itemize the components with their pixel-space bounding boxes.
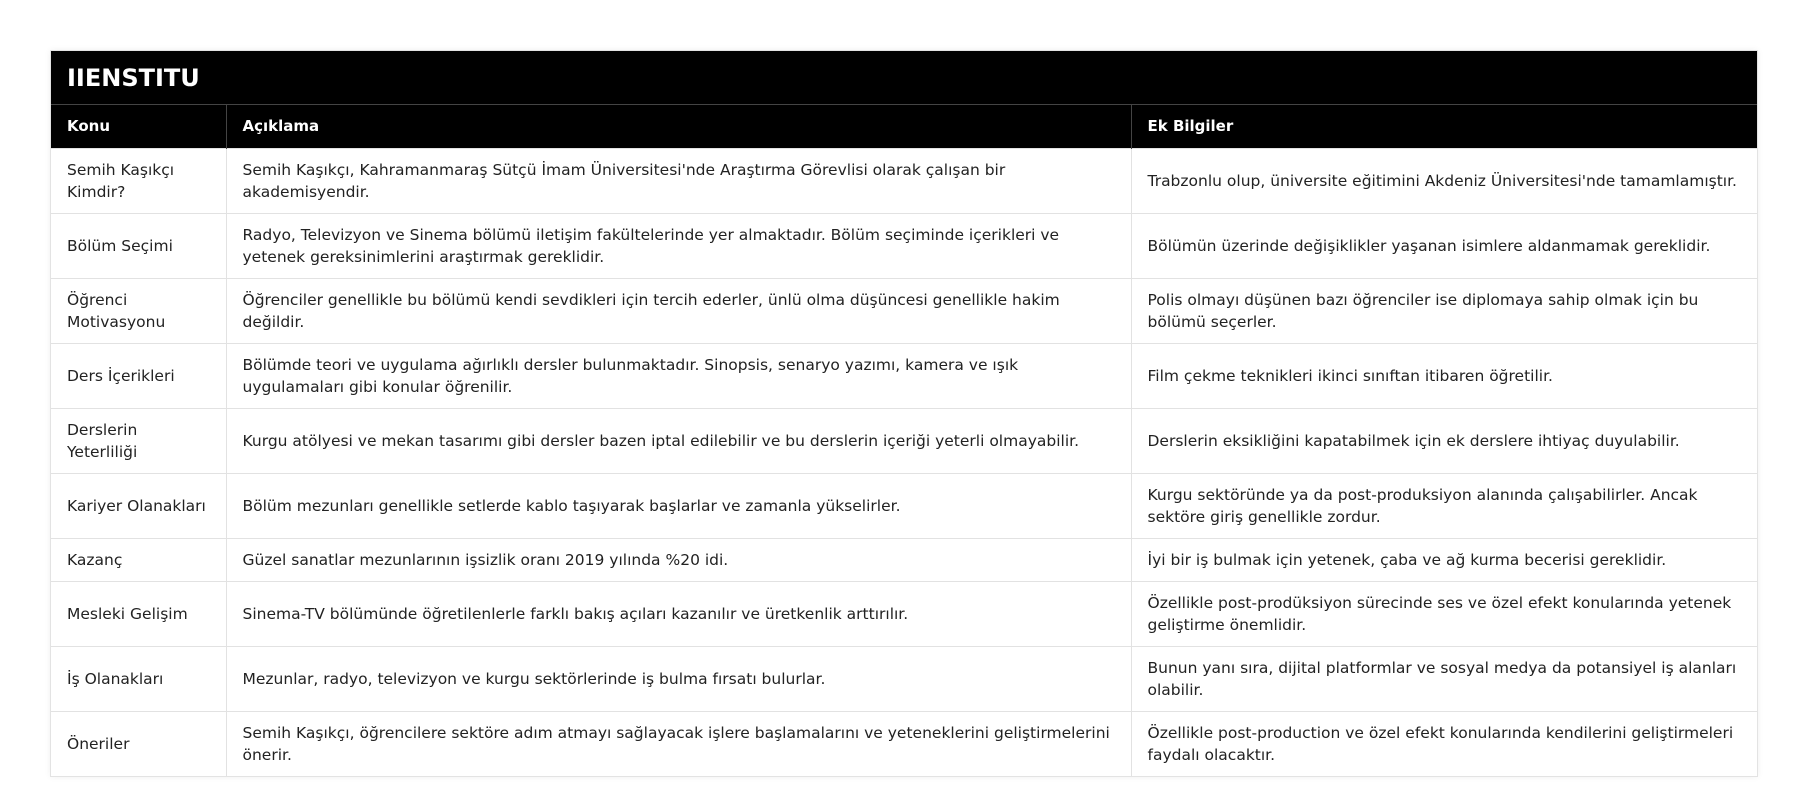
table-row <box>51 213 1757 278</box>
cell-topic: Öneriler <box>51 711 226 776</box>
cell-extra: Trabzonlu olup, üniversite eğitimini Akdeniz Üniversitesi'nde tamamlamıştır. <box>1131 148 1757 213</box>
table-header-row <box>51 105 1757 148</box>
cell-description: Öğrenciler genellikle bu bölümü kendi sevdikleri için tercih ederler, ünlü olma düşüncesi genellikle hakim değildir. <box>226 278 1131 343</box>
cell-topic: Bölüm Seçimi <box>51 213 226 278</box>
cell-extra: Polis olmayı düşünen bazı öğrenciler ise diplomaya sahip olmak için bu bölümü seçerler. <box>1131 278 1757 343</box>
cell-description: Bölümde teori ve uygulama ağırlıklı dersler bulunmaktadır. Sinopsis, senaryo yazımı, kamera ve ışık uygulamaları gibi konular öğrenilir. <box>226 343 1131 408</box>
table-row <box>51 581 1757 646</box>
cell-description: Semih Kaşıkçı, Kahramanmaraş Sütçü İmam Üniversitesi'nde Araştırma Görevlisi olarak çalışan bir akademisyendir. <box>226 148 1131 213</box>
cell-extra: Bölümün üzerinde değişiklikler yaşanan isimlere aldanmamak gereklidir. <box>1131 213 1757 278</box>
cell-extra: Kurgu sektöründe ya da post-produksiyon alanında çalışabilirler. Ancak sektöre giriş genellikle zordur. <box>1131 473 1757 538</box>
cell-description: Güzel sanatlar mezunlarının işsizlik oranı 2019 yılında %20 idi. <box>226 538 1131 581</box>
cell-extra: Derslerin eksikliğini kapatabilmek için ek derslere ihtiyaç duyulabilir. <box>1131 408 1757 473</box>
cell-extra: Film çekme teknikleri ikinci sınıftan itibaren öğretilir. <box>1131 343 1757 408</box>
cell-description: Semih Kaşıkçı, öğrencilere sektöre adım atmayı sağlayacak işlere başlamalarını ve yeteneklerini geliştirmelerini önerir. <box>226 711 1131 776</box>
cell-topic: Mesleki Gelişim <box>51 581 226 646</box>
cell-topic: Semih Kaşıkçı Kimdir? <box>51 148 226 213</box>
cell-description: Radyo, Televizyon ve Sinema bölümü iletişim fakültelerinde yer almaktadır. Bölüm seçiminde içerikleri ve yetenek gereksinimlerini araştırmak gereklidir. <box>226 213 1131 278</box>
cell-description: Bölüm mezunları genellikle setlerde kablo taşıyarak başlarlar ve zamanla yükselirler. <box>226 473 1131 538</box>
cell-topic: Derslerin Yeterliliği <box>51 408 226 473</box>
info-table <box>51 105 1757 776</box>
table-row <box>51 711 1757 776</box>
table-row <box>51 408 1757 473</box>
cell-extra: Özellikle post-prodüksiyon sürecinde ses ve özel efekt konularında yetenek geliştirme önemlidir. <box>1131 581 1757 646</box>
table-row <box>51 148 1757 213</box>
header-aciklama: Açıklama <box>226 105 1131 148</box>
cell-description: Sinema-TV bölümünde öğretilenlerle farklı bakış açıları kazanılır ve üretkenlik arttırılır. <box>226 581 1131 646</box>
cell-topic: Ders İçerikleri <box>51 343 226 408</box>
table-row <box>51 278 1757 343</box>
cell-topic: İş Olanakları <box>51 646 226 711</box>
cell-topic: Öğrenci Motivasyonu <box>51 278 226 343</box>
cell-extra: Bunun yanı sıra, dijital platformlar ve sosyal medya da potansiyel iş alanları olabilir. <box>1131 646 1757 711</box>
header-ek-bilgiler: Ek Bilgiler <box>1131 105 1757 148</box>
table-row <box>51 473 1757 538</box>
cell-topic: Kariyer Olanakları <box>51 473 226 538</box>
table-row <box>51 538 1757 581</box>
brand-title: IIENSTITU <box>51 51 1757 105</box>
table-row <box>51 343 1757 408</box>
cell-topic: Kazanç <box>51 538 226 581</box>
header-konu: Konu <box>51 105 226 148</box>
cell-description: Kurgu atölyesi ve mekan tasarımı gibi dersler bazen iptal edilebilir ve bu derslerin içeriği yeterli olmayabilir. <box>226 408 1131 473</box>
cell-extra: Özellikle post-production ve özel efekt konularında kendilerini geliştirmeleri faydalı olacaktır. <box>1131 711 1757 776</box>
cell-description: Mezunlar, radyo, televizyon ve kurgu sektörlerinde iş bulma fırsatı bulurlar. <box>226 646 1131 711</box>
info-table-card <box>50 50 1758 777</box>
table-row <box>51 646 1757 711</box>
cell-extra: İyi bir iş bulmak için yetenek, çaba ve ağ kurma becerisi gereklidir. <box>1131 538 1757 581</box>
